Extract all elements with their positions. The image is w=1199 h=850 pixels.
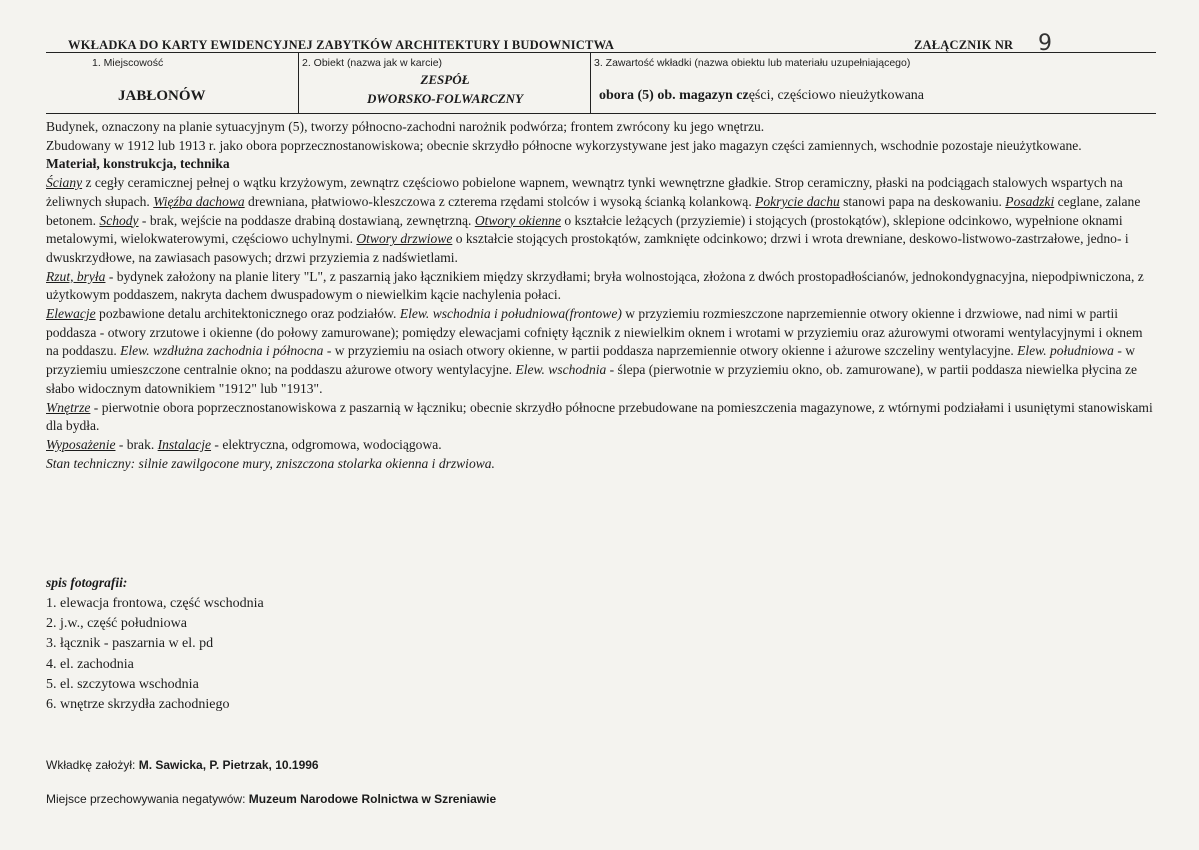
intro-paragraph: Budynek, oznaczony na planie sytuacyjnym (5), tworzy północno-zachodni narożnik podwórza; frontem zwrócony ku jego wnętrzu. (46, 119, 765, 134)
elev-east-south-label: Elew. wschodnia i południowa(frontowe) (399, 306, 622, 322)
document-title: WKŁADKA DO KARTY EWIDENCYJNEJ ZABYTKÓW ARCHITEKTURY I BUDOWNICTWA (68, 38, 615, 52)
author-line (46, 758, 319, 772)
photo-list-item: 5. el. szczytowa wschodnia (46, 676, 199, 692)
elev-south-label: Elew. południowa (1017, 343, 1114, 359)
stairs-text: - brak, wejście na poddasze drabiną dostawianą, zewnętrzną. (138, 212, 475, 228)
locality-value: JABŁONÓW (118, 88, 206, 104)
doors-text: o kształcie stojących prostokątów, zamknięte odcinkowo; drzwi i wrota drewniane, deskowo-listwowo-zastrzałowe, jedno- i dwuskrzydłowe, na zawiasach pasowych; drzwi przyziemia z nadświetlami. (46, 231, 1129, 265)
floors-text: ceglane, zalane betonem. (46, 193, 1141, 228)
storage-label: Miejsce przechowywania negatywów: (46, 792, 249, 806)
doors-label: Otwory drzwiowe (356, 231, 453, 247)
condition-label: Stan techniczny (46, 455, 131, 471)
plan-label: Rzut, bryła (46, 268, 106, 284)
plan-text: - bydynek założony na planie litery "L", z paszarnią jako łącznikiem między skrzydłami; bryła wolnostojąca, złożona z dwóch prostopadłościanów, jednokondygnacyjna, niepodpiwniczona, z użytkowym poddaszem, nakryta dachem dwuspadowym o niewielkim kącie nachylenia połaci. (46, 268, 1144, 303)
elev-west-north-label: Elew. wzdłużna zachodnia i północna (120, 343, 324, 359)
history-paragraph: Zbudowany w 1912 lub 1913 r. jako obora poprzecznostanowiskowa; obecnie skrzydło północne wykorzystywane jest jako magazyn części zamiennych, wschodnie pozostaje nieużytkowane. (46, 137, 1082, 153)
walls-text: z cegły ceramicznej pełnej o wątku krzyżowym, zewnątrz częściowo pobielone wapnem, wewnątrz tynki wewnętrzne gładkie. Strop ceramiczny, płaski na podciągach stalowych wspartych na żeliwnych słupach. (46, 175, 1123, 209)
photo-list (46, 594, 264, 715)
roofing-label: Pokrycie dachu (755, 193, 840, 209)
object-value-line1: ZESPÓŁ (420, 72, 470, 87)
elevations-text-2: w przyziemiu rozmieszczone naprzemiennie otwory okienne i drzwiowe, nad nimi w partii poddasza - otwory zrzutowe i okienne (do połowy zamurowane); pomiędzy elewacjami cofnięty łącznik z niewielkim oknem i wrotami w przyziemiu oraz ażurowymi otworami wentylacyjnymi i oknem na poddaszu. (46, 306, 1143, 359)
stairs-label: Schody (99, 212, 139, 228)
equipment-paragraph (46, 436, 1156, 455)
locality-label: 1. Miejscowość (92, 57, 164, 69)
photo-list-item: 6. wnętrze skrzydła zachodniego (46, 697, 230, 713)
content-value-bold: obora (5) ob. magazyn cz (599, 88, 749, 103)
elev-east-label: Elew. wschodnia (515, 362, 607, 378)
installations-label: Instalacje (157, 436, 212, 452)
content-value (599, 88, 924, 104)
description-body (46, 118, 1156, 473)
elevations-text-4: - w przyziemiu umieszczone centralnie okno; na poddaszu ażurowe otwory wentylacyjne. (46, 343, 1136, 378)
field-divider-2 (590, 53, 591, 113)
interior-paragraph (46, 399, 1156, 436)
roofing-text: stanowi papa na deskowaniu. (839, 193, 1006, 209)
photo-list-item: 3. łącznik - paszarnia w el. pd (46, 636, 214, 652)
attachment-number: 9 (1038, 31, 1053, 56)
interior-label: Wnętrze (46, 399, 91, 415)
floors-label: Posadzki (1005, 193, 1055, 209)
windows-label: Otwory okienne (474, 212, 561, 228)
storage-value: Muzeum Narodowe Rolnictwa w Szreniawie (248, 792, 497, 806)
photo-list-item: 1. elewacja frontowa, część wschodnia (46, 596, 264, 611)
material-paragraph (46, 174, 1156, 268)
attachment-label: ZAŁĄCZNIK NR (914, 38, 1014, 52)
material-heading: Materiał, konstrukcja, technika (46, 156, 230, 172)
object-value-line2: DWORSKO-FOLWARCZNY (366, 91, 524, 106)
windows-text: o kształcie leżących (przyziemie) i stojących (prostokątów), sklepione odcinkowo, wypełnione oknami metalowymi, wielokwaterowymi, częściowo uchylnymi. (46, 212, 1123, 247)
object-value (300, 70, 590, 108)
equipment-text: - brak. (115, 436, 158, 452)
photo-list-title: spis fotografii: (46, 575, 128, 590)
elevations-text-3: - w przyziemiu na osiach otwory okienne, w partii poddasza naprzemiennie otwory okienne i ażurowe szczeliny wentylacyjne. (323, 343, 1018, 359)
header-rule (46, 52, 1156, 53)
fields-bottom-rule (46, 113, 1156, 114)
elevations-text-1: pozbawione detalu architektonicznego oraz podziałów. (95, 306, 400, 322)
installations-text: - elektryczna, odgromowa, wodociągowa. (211, 436, 442, 452)
interior-text: - pierwotnie obora poprzecznostanowiskowa z paszarnią w łączniku; obecnie skrzydło północne przebudowane na pomieszczenia magazynowe, z wtórnymi podziałami i usuniętymi stanowiskami dla bydła. (46, 399, 1153, 434)
content-label: 3. Zawartość wkładki (nazwa obiektu lub materiału uzupełniającego) (594, 57, 911, 69)
condition-text: : silnie zawilgocone mury, zniszczona stolarka okienna i drzwiowa. (130, 455, 495, 471)
field-divider-1 (298, 53, 299, 113)
document-header (68, 31, 1138, 56)
truss-label: Więźba dachowa (153, 193, 245, 209)
walls-label: Ściany (46, 175, 83, 191)
elevations-paragraph (46, 305, 1156, 399)
elevations-text-5: - ślepa (pierwotnie w przyziemiu okno, ob. zamurowane), w partii poddasza niewielka płycina ze słabo widocznym datownikiem "1912" lub "1913". (46, 362, 1138, 396)
photo-list-item: 2. j.w., część południowa (46, 616, 187, 632)
equipment-label: Wyposażenie (46, 436, 116, 452)
truss-text: drewniana, płatwiowo-kleszczowa z czterema rzędami stolców i wysoką ścianką kolankową. (244, 193, 756, 209)
content-value-rest: ęści, częściowo nieużytkowana (748, 88, 925, 103)
photo-list-item: 4. el. zachodnia (46, 656, 134, 672)
author-value: M. Sawicka, P. Pietrzak, 10.1996 (138, 758, 319, 772)
plan-paragraph (46, 268, 1156, 305)
author-label: Wkładkę założył: (46, 758, 139, 772)
storage-line (46, 792, 496, 806)
condition-paragraph (46, 455, 1156, 474)
object-label: 2. Obiekt (nazwa jak w karcie) (302, 57, 443, 69)
elevations-label: Elewacje (46, 306, 96, 322)
